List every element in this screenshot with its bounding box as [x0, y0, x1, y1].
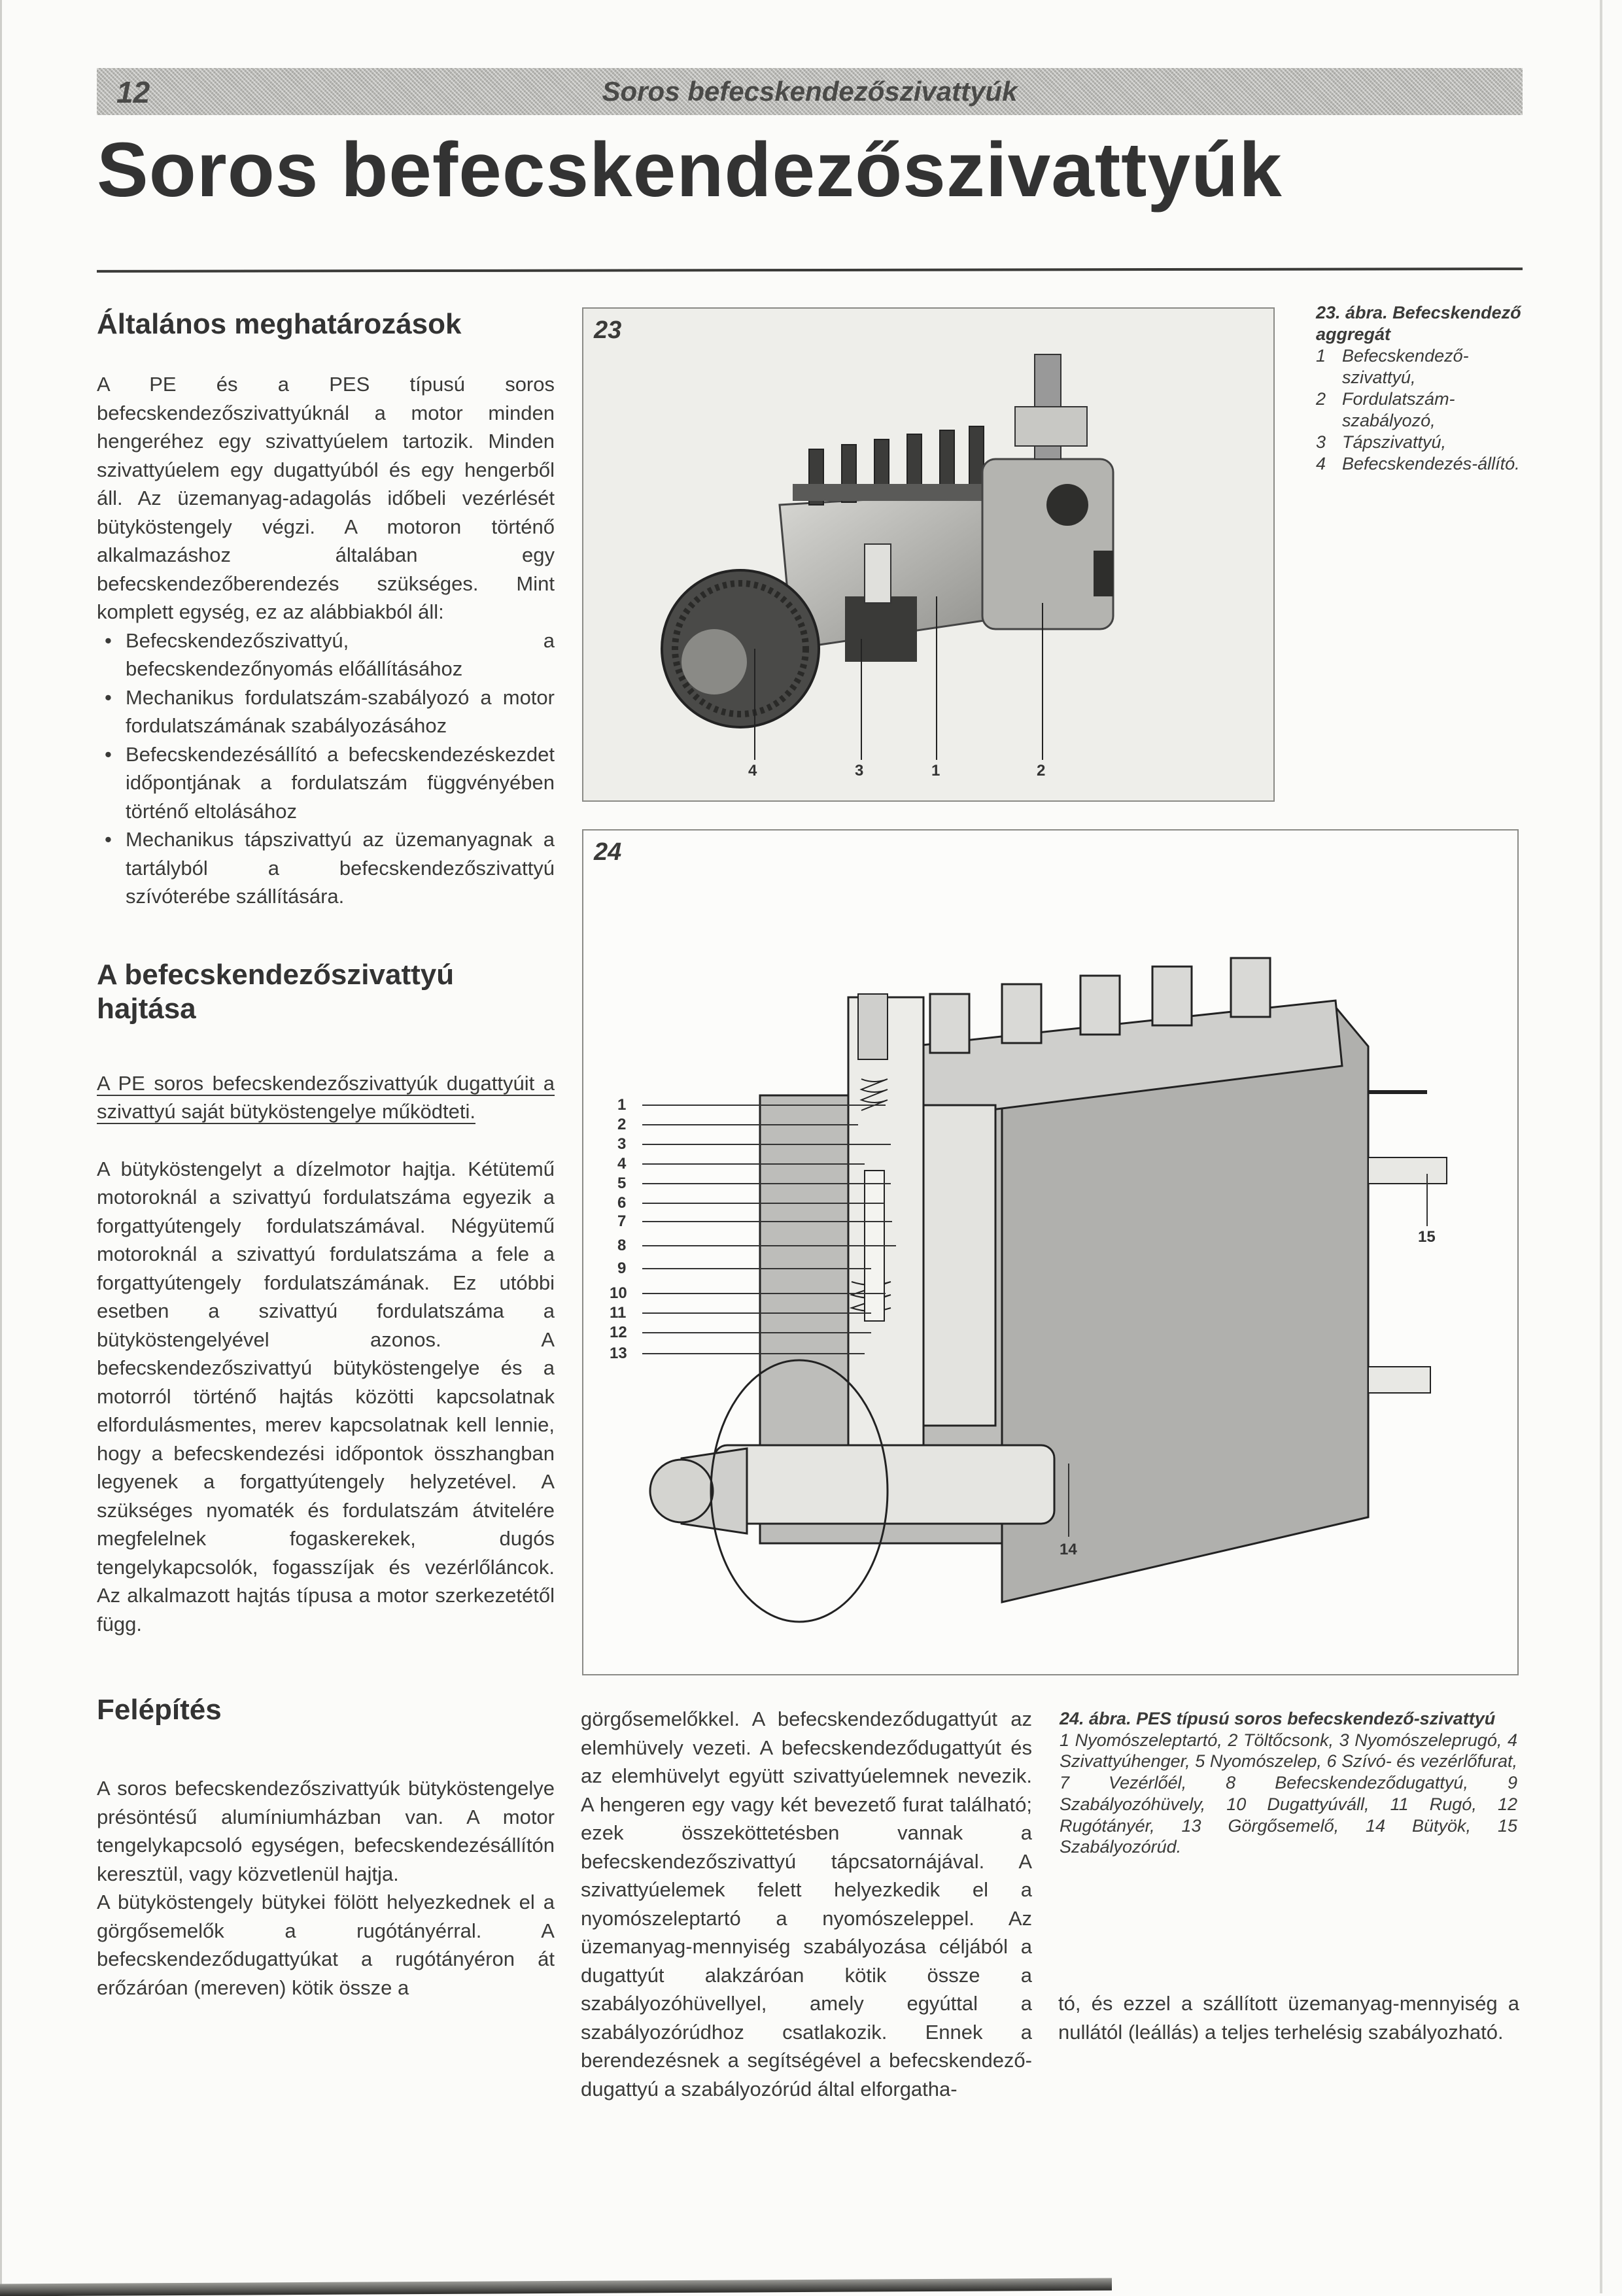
callout-11: 11 — [610, 1304, 627, 1322]
running-head — [97, 68, 1523, 115]
callout-14: 14 — [1060, 1541, 1077, 1558]
drive-paragraph: A bütyköstengelyt a dízelmotor hajtja. Kétütemű motoroknál a szivattyú fordulatszáma egyezik a forgattyútengely fordulatszámával. Négyütemű motoroknál a szivattyú fordulatszáma a fele a forgattyútengely fordulatszámának. Ez utóbbi esetben a szivattyú fordulatszáma a bütyköstengelyével azonos. A befecskendezőszivattyú bütyköstengelye és a motorról történő hajtás közötti kapcsolatnak elfordulásmentes, merev kapcsolatnak kell lennie, hogy a befecskendezési időpontok összhangban legyenek a forgattyútengely helyzetével. A szükséges nyomaték és fordulatszám átvitelére megfelelnek fogaskerekek, dugós tengelykapcsolók, fogasszíjak és vezérlőláncok. Az alkalmazott hajtás típusa a motor szerkezetétől függ. — [97, 1157, 555, 1636]
component-list-item: • Befecskendezésállító a befecskendezéskezdet időpontjának a fordulatszám függvényében történő eltolásához — [97, 740, 555, 826]
callout-4: 4 — [617, 1155, 627, 1173]
page-edge — [0, 0, 2, 2293]
component-list-item: • Befecskendezőszivattyú, a befecskendezőnyomás előállításához — [97, 626, 555, 683]
callout-2: 2 — [617, 1116, 627, 1133]
construction-paragraph-1: A soros befecskendezőszivattyúk bütyköstengelye présöntésű alumíniumházban van. A motor tengelykapcsoló egységen, befecskendezésállítón keresztül, vagy közvetlenül hajtja. — [97, 1777, 555, 1885]
page-edge — [1600, 0, 1602, 2293]
caption-item: 4 Befecskendezés-állító. — [1316, 454, 1520, 473]
injection-pump-photo-illustration — [583, 309, 1273, 800]
construction-paragraph-2: A bütyköstengely bütykei fölött helyezkednek el a görgősemelők a rugótányérral. A befecskendeződugattyúkat a rugótányéron át erőzáróan (mereven) kötik össze a — [97, 1891, 555, 1999]
callout-1: 1 — [931, 762, 940, 780]
callout-5: 5 — [617, 1174, 627, 1192]
caption-title: 24. ábra. PES típusú soros befecskendező-szivattyú — [1060, 1709, 1496, 1728]
caption-item: 1 Befecskendező-szivattyú, — [1316, 346, 1469, 387]
callout-13: 13 — [610, 1345, 627, 1362]
component-list — [97, 626, 555, 911]
component-list-item: • Mechanikus fordulatszám-szabályozó a motor fordulatszámának szabályozásához — [97, 683, 555, 740]
left-column — [97, 307, 555, 2002]
figure-23-caption — [1316, 302, 1525, 475]
callout-4: 4 — [748, 762, 757, 780]
construction-continuation: görgősemelőkkel. A befecskendeződugattyút az elemhüvely vezeti. A befecskendeződugattyút és az elemhüvelyt együtt szivattyúelemnek nevezik. A hengeren egy vagy két bevezető furat található; ezek összeköttetésben vannak a befecskendezőszivattyú tápcsatornájával. A szivattyúelemek felett helyezkedik el a nyomószeleptartó a nyomószeleppel. Az üzemanyag-mennyiség szabályozása céljából a dugattyút alakzáróan kötik össze a szabályozóhüvellyel, amely egyúttal a szabályozórúdhoz csatlakozik. Ennek a berendezésnek a segítségével a befecskendező-dugattyú a szabályozórúd által elforgatha- — [581, 1707, 1032, 2100]
callout-1: 1 — [617, 1096, 627, 1114]
section-heading-general: Általános meghatározások — [97, 308, 462, 340]
caption-title: 23. ábra. Befecskendező aggregát — [1316, 303, 1521, 344]
figure-24-cutaway-drawing — [582, 829, 1519, 1675]
figure-24-caption — [1060, 1708, 1517, 1858]
callout-9: 9 — [617, 1259, 627, 1277]
running-title: Soros befecskendezőszivattyúk — [602, 76, 1018, 107]
callout-2: 2 — [1037, 762, 1046, 780]
section-heading-construction: Felépítés — [97, 1694, 222, 1726]
drive-lead-statement: A PE soros befecskendezőszivattyúk dugattyúit a szivattyú saját bütyköstengelye működteti. — [97, 1071, 555, 1123]
callout-12: 12 — [610, 1324, 627, 1341]
caption-item: 2 Fordulatszám-szabályozó, — [1316, 389, 1455, 430]
callout-10: 10 — [610, 1284, 627, 1302]
page-number: 12 — [116, 75, 150, 109]
figure-number: 24 — [594, 838, 622, 866]
construction-continuation-end: tó, és ezzel a szállított üzemanyag-mennyiség a nullától (leállás) a teljes terhelésig szabályozható. — [1058, 1992, 1519, 2044]
figure-23-photo — [582, 307, 1275, 802]
figure-number: 23 — [594, 317, 622, 344]
callout-3: 3 — [855, 762, 864, 780]
caption-item: 3 Tápszivattyú, — [1316, 432, 1447, 452]
right-column — [1058, 1989, 1519, 2046]
callout-15: 15 — [1418, 1228, 1436, 1246]
component-list-item: • Mechanikus tápszivattyú az üzemanyagnak a tartályból a befecskendezőszivattyú szívóterébe szállítására. — [97, 825, 555, 911]
middle-column — [581, 1705, 1032, 2103]
section-heading-drive: A befecskendezőszivattyú hajtása — [97, 958, 455, 1025]
callout-8: 8 — [617, 1237, 627, 1254]
caption-legend: 1 Nyomószeleptartó, 2 Töltőcsonk, 3 Nyomószeleprugó, 4 Szivattyúhenger, 5 Nyomószelep, 6 Szívó- és vezérlőfurat, 7 Vezérlőél, 8 Befecskendeződugattyú, 9 Szabályozóhüvely, 10 Dugattyúváll, 11 Rugó, 12 Rugótányér, 13 Görgősemelő, 14 Bütyök, 15 Szabályozórúd. — [1060, 1730, 1517, 1857]
pes-pump-cutaway-illustration — [583, 831, 1517, 1674]
callout-3: 3 — [617, 1135, 627, 1153]
general-paragraph: A PE és a PES típusú soros befecskendezőszivattyúknál a motor minden hengeréhez egy szivattyúelem tartozik. Minden szivattyúelem egy dugattyúból és egy hengerből áll. Az üzemanyag-adagolás időbeli vezérlését bütyköstengely végzi. A motoron történő alkalmazáshoz általában egy befecskendezőberendezés szükséges. Mint komplett egység, ez az alábbiakból áll: — [97, 373, 555, 623]
title-divider — [97, 267, 1523, 273]
callout-6: 6 — [617, 1194, 627, 1212]
callout-7: 7 — [617, 1212, 627, 1230]
page-title: Soros befecskendezőszivattyúk — [97, 127, 1283, 213]
